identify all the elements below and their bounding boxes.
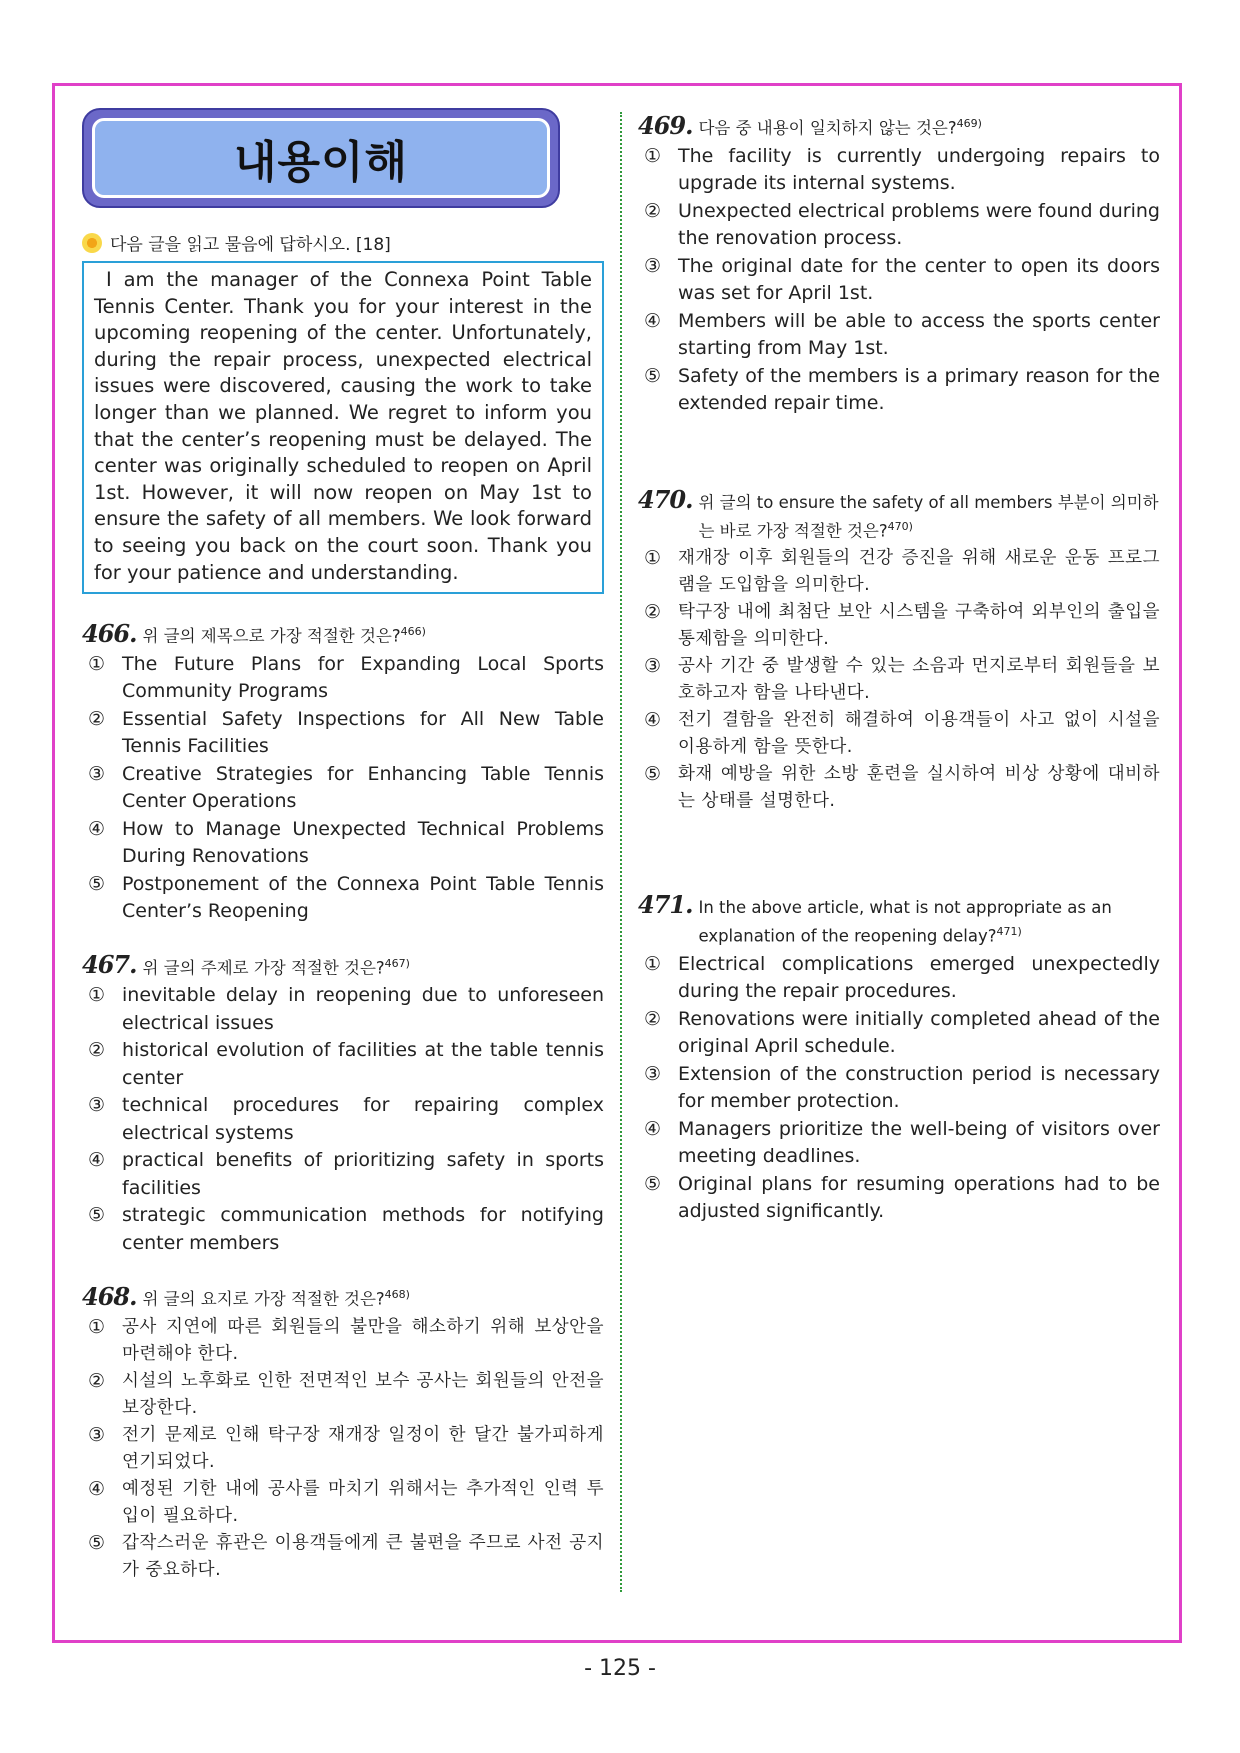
option-list <box>82 651 604 926</box>
question-466 <box>82 620 604 926</box>
option-4: ④ 예정된 기한 내에 공사를 마치기 위해서는 추가적인 인력 투입이 필요하다. <box>88 1477 604 1526</box>
left-column <box>82 108 604 1584</box>
option-1: ① 재개장 이후 회원들의 건강 증진을 위해 새로운 운동 프로그램을 도입함을 의미한다. <box>644 547 1160 595</box>
question-header <box>638 112 1160 141</box>
option-5: ⑤ Postponement of the Connexa Point Table Tennis Center’s Reopening <box>88 872 604 923</box>
option-list <box>638 951 1160 1226</box>
option-4: ④ 전기 결함을 완전히 해결하여 이용객들이 사고 없이 시설을 이용하게 함을 뜻한다. <box>644 709 1160 757</box>
option-4: ④ practical benefits of prioritizing safety in sports facilities <box>88 1149 604 1199</box>
question-prompt: 위 글의 주제로 가장 적절한 것은?$^{467)}$ <box>142 956 410 978</box>
footnote-ref: 466) <box>400 625 426 639</box>
option-3: ③ Creative Strategies for Enhancing Table Tennis Center Operations <box>88 762 604 813</box>
option-4: ④ Members will be able to access the sports center starting from May 1st. <box>644 309 1160 359</box>
question-471 <box>638 890 1160 1226</box>
question-469 <box>638 112 1160 418</box>
instruction <box>82 230 604 255</box>
option-5: ⑤ strategic communication methods for notifying center members <box>88 1204 604 1254</box>
option-2: ② 탁구장 내에 최첨단 보안 시스템을 구축하여 외부인의 출입을 통제함을 의미한다. <box>644 601 1160 649</box>
option-3: ③ technical procedures for repairing complex electrical systems <box>88 1094 604 1144</box>
section-title-badge <box>82 108 560 208</box>
question-number: 466. <box>82 618 137 648</box>
page-number: - 125 - <box>584 1656 656 1681</box>
section-title-inner <box>92 118 550 198</box>
instruction-text: 다음 글을 읽고 물음에 답하시오. [18] <box>110 235 391 255</box>
option-list <box>638 545 1160 815</box>
option-2: ② Unexpected electrical problems were found during the renovation process. <box>644 199 1160 249</box>
option-1: ① inevitable delay in reopening due to unforeseen electrical issues <box>88 984 604 1034</box>
question-number: 469. <box>638 110 693 140</box>
question-470 <box>638 484 1160 816</box>
option-5: ⑤ Original plans for resuming operations had to be adjusted significantly. <box>644 1172 1160 1222</box>
question-prompt: 위 글의 제목으로 가장 적절한 것은?$^{466)}$ <box>142 625 426 646</box>
option-3: ③ Extension of the construction period is necessary for member protection. <box>644 1062 1160 1112</box>
footnote-ref: 469) <box>956 117 982 130</box>
option-1: ① 공사 지연에 따른 회원들의 불만을 해소하기 위해 보상안을 마련해야 한다. <box>88 1315 604 1364</box>
option-3: ③ The original date for the center to open its doors was set for April 1st. <box>644 254 1160 304</box>
question-header <box>638 890 1160 949</box>
option-3: ③ 공사 기간 중 발생할 수 있는 소음과 먼지로부터 회원들을 보호하고자 함을 나타낸다. <box>644 655 1160 703</box>
question-prompt: 다음 중 내용이 일치하지 않는 것은?$^{469)}$ <box>698 117 982 138</box>
question-467 <box>82 952 604 1258</box>
footnote-ref: 471) <box>996 925 1022 938</box>
option-2: ② historical evolution of facilities at the table tennis center <box>88 1039 604 1089</box>
question-header <box>82 952 604 981</box>
question-number: 471. <box>638 890 693 919</box>
question-number: 467. <box>82 950 137 980</box>
question-number: 470. <box>638 484 693 514</box>
question-header <box>82 620 604 649</box>
option-3: ③ 전기 문제로 인해 탁구장 재개장 일정이 한 달간 불가피하게 연기되었다. <box>88 1423 604 1472</box>
question-prompt: 위 글의 to ensure the safety of all members 부분이 의미하는 바로 가장 적절한 것은?$^{470)}$ <box>698 492 1159 540</box>
question-prompt: 위 글의 요지로 가장 적절한 것은?$^{468)}$ <box>142 1288 410 1309</box>
right-column <box>638 112 1160 1226</box>
question-468 <box>82 1283 604 1584</box>
option-2: ② Renovations were initially completed ahead of the original April schedule. <box>644 1007 1160 1057</box>
option-4: ④ How to Manage Unexpected Technical Problems During Renovations <box>88 817 604 868</box>
question-prompt: In the above article, what is not appropriate as an explanation of the reopening delay?$^{471)}$ <box>698 898 1112 946</box>
question-number: 468. <box>82 1281 137 1311</box>
option-list <box>82 1314 604 1584</box>
question-header <box>638 484 1160 544</box>
option-2: ② 시설의 노후화로 인한 전면적인 보수 공사는 회원들의 안전을 보장한다. <box>88 1369 604 1418</box>
option-1: ① The Future Plans for Expanding Local Sports Community Programs <box>88 652 604 703</box>
option-1: ① Electrical complications emerged unexpectedly during the repair procedures. <box>644 952 1160 1002</box>
option-list <box>638 143 1160 418</box>
option-5: ⑤ 갑작스러운 휴관은 이용객들에게 큰 불편을 주므로 사전 공지가 중요하다. <box>88 1531 604 1580</box>
footnote-ref: 467) <box>384 956 410 970</box>
footnote-ref: 468) <box>384 1288 410 1302</box>
footnote-ref: 470) <box>887 519 913 533</box>
option-5: ⑤ 화재 예방을 위한 소방 훈련을 실시하여 비상 상황에 대비하는 상태를 설명한다. <box>644 763 1160 811</box>
flower-icon <box>82 233 102 253</box>
section-title: 내용이해 <box>233 137 408 188</box>
option-list <box>82 982 604 1257</box>
option-1: ① The facility is currently undergoing repairs to upgrade its internal systems. <box>644 144 1160 194</box>
question-header <box>82 1283 604 1312</box>
option-4: ④ Managers prioritize the well-being of visitors over meeting deadlines. <box>644 1117 1160 1167</box>
reading-passage: I am the manager of the Connexa Point Table Tennis Center. Thank you for your interest in the upcoming reopening of the center. Unfortunately, during the repair process, unexpected electrical issues were discovered, causing the work to take longer than we planned. We regret to inform you that the center’s reopening must be delayed. The center was originally scheduled to reopen on April 1st. However, it will now reopen on May 1st to ensure the safety of all members. We look forward to seeing you back on the court soon. Thank you for your patience and understanding. <box>82 261 604 594</box>
option-2: ② Essential Safety Inspections for All New Table Tennis Facilities <box>88 707 604 758</box>
option-5: ⑤ Safety of the members is a primary reason for the extended repair time. <box>644 364 1160 414</box>
column-divider <box>620 112 622 1592</box>
